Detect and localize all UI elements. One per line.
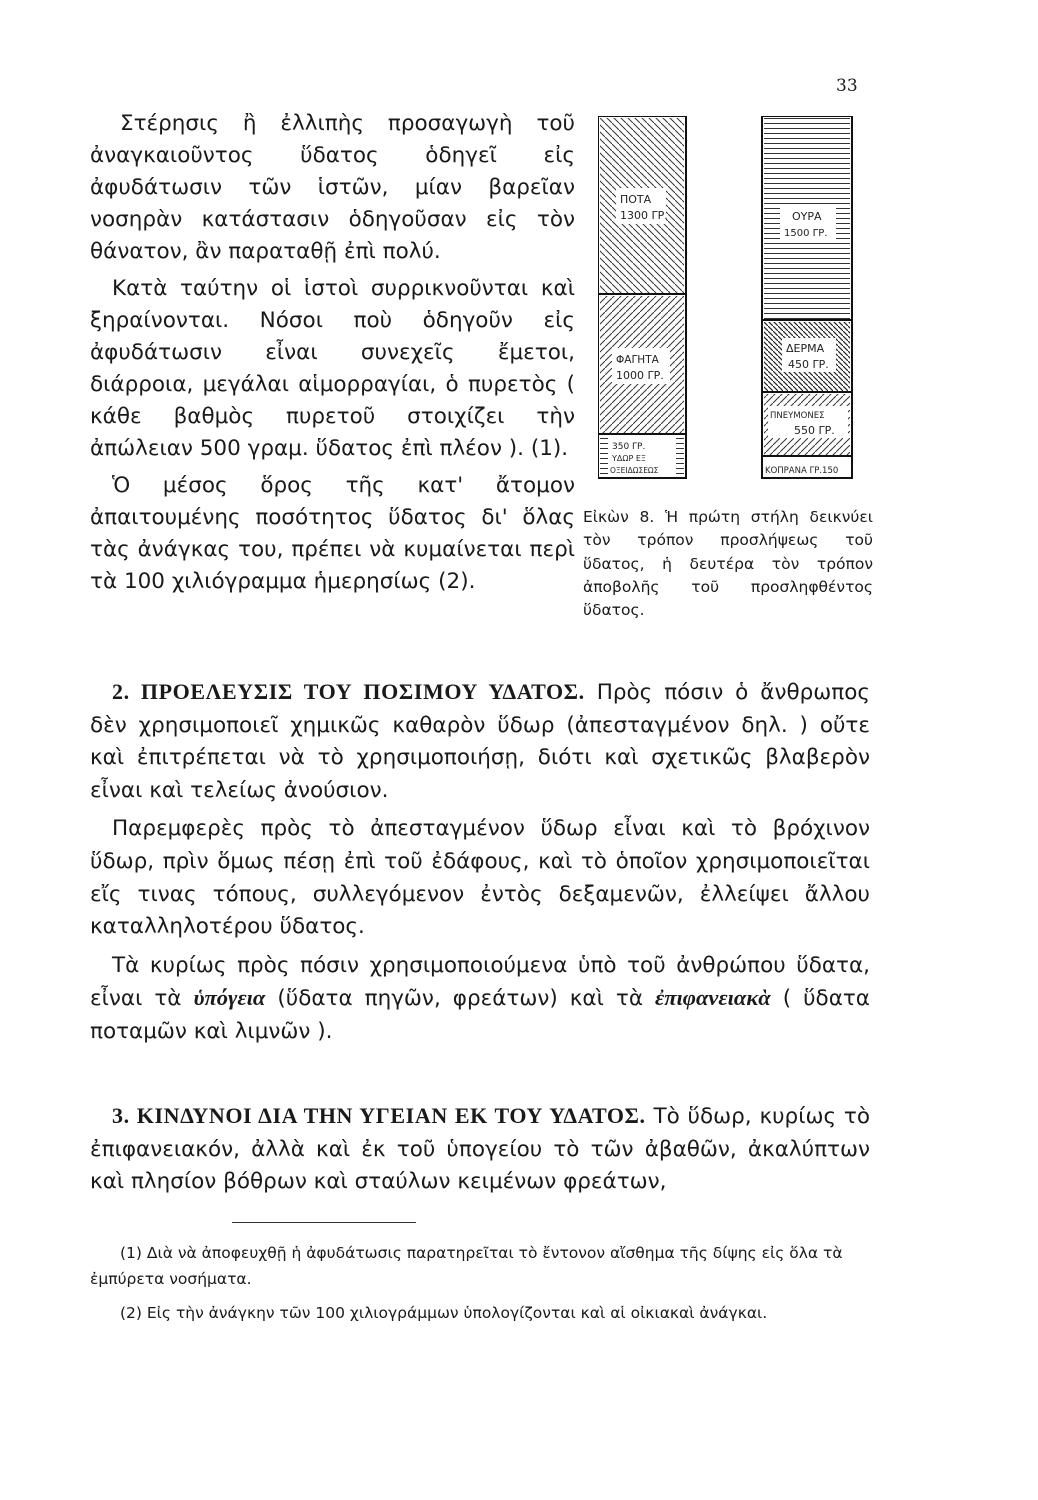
output-feces-label: ΚΟΠΡΑΝΑ ΓΡ.150 (765, 466, 839, 476)
section-3-intro-text: Τὸ ὕδωρ, κυρίως τὸ ἐπιφανειακόν, ἀλλὰ καὶ ἐκ τοῦ ὑπογείου τὸ τῶν ἀβαθῶν, ἀκαλύπτων καὶ πλησίον βόθρων καὶ σταύλων κειμένων φρεάτων, (90, 1104, 871, 1195)
intake-food-amount: 1000 ΓΡ. (616, 369, 664, 382)
water-balance-figure (598, 116, 860, 486)
footnote-2: (2) Εἰς τὴν ἀνάγκην τῶν 100 χιλιογράμμων ὑπολογίζονται καὶ αἱ οἰκιακαὶ ἀνάγκαι. (120, 1304, 768, 1322)
sources-text-a: Τὰ κυρίως πρὸς πόσιν χρησιμοποιούμενα ὑπὸ τοῦ ἀνθρώπου ὕδατα, εἶναι τὰ (90, 952, 870, 1012)
section-2-heading: 2. ΠΡΟΕΛΕΥΣΙΣ ΤΟΥ ΠΟΣΙΜΟΥ ΥΔΑΤΟΣ. (112, 679, 585, 704)
intake-oxidation-extra: ΟΞΕΙΔΩΣΕΩΣ (610, 466, 659, 475)
section-3-intro (90, 1100, 870, 1199)
page-number: 33 (836, 76, 858, 96)
intake-column (598, 116, 686, 478)
intake-food-label: ΦΑΓΗΤΑ (616, 354, 659, 366)
output-urine-amount: 1500 ΓΡ. (784, 228, 828, 239)
output-urine-label: ΟΥΡΑ (792, 210, 822, 223)
section-2-rainwater: Παρεμφερὲς πρὸς τὸ ἀπεσταγμένον ὕδωρ εἶναι καὶ τὸ βρόχινον ὕδωρ, πρὶν ὅμως πέσῃ ἐπὶ τοῦ ἐδάφους, καὶ τὸ ὁποῖον χρησιμοποιεῖται εἴς τινας τόπους, συλλεγόμενον ἐντὸς δεξαμενῶν, ἐλλείψει ἄλλου καταλληλοτέρου ὕδατος. (90, 816, 870, 940)
paragraph-diseases: Κατὰ ταύτην οἱ ἱστοὶ συρρικνοῦνται καὶ ξηραίνονται. Νόσοι ποὺ ὁδηγοῦν εἰς ἀφυδάτωσιν εἶναι συνεχεῖς ἔμετοι, διάρροια, μεγάλαι αἱμορραγίαι, ὁ πυρετὸς ( κάθε βαθμὸς πυρετοῦ στοιχίζει τὴν ἀπώλειαν 500 γραμ. ὕδατος ἐπὶ πλέον ). (1). (90, 276, 575, 461)
term-underground: ὑπόγεια (193, 985, 266, 1011)
output-lungs-amount: 550 ΓΡ. (794, 424, 835, 437)
intake-oxidation-label: ΥΔΩΡ ΕΞ (612, 454, 646, 463)
output-lungs-label: ΠΝΕΥΜΟΝΕΣ (770, 411, 825, 421)
section-2-intro (90, 676, 870, 807)
intake-oxidation-amount: 350 ΓΡ. (612, 442, 646, 452)
footnotes (90, 1240, 870, 1326)
output-skin-label: ΔΕΡΜΑ (786, 342, 825, 355)
term-surface: ἐπιφανειακὰ (655, 985, 771, 1011)
paragraph-dehydration: Στέρησις ἢ ἐλλιπὴς προσαγωγὴ τοῦ ἀναγκαιοῦντος ὕδατος ὁδηγεῖ εἰς ἀφυδάτωσιν τῶν ἱστῶν, μίαν βαρεῖαν νοσηρὰν κατάστασιν ὁδηγοῦσαν εἰς τὸν θάνατον, ἂν παραταθῇ ἐπὶ πολύ. (90, 111, 575, 264)
section-3-heading: 3. ΚΙΝΔΥΝΟΙ ΔΙΑ ΤΗΝ ΥΓΕΙΑΝ ΕΚ ΤΟΥ ΥΔΑΤΟΣ. (112, 1103, 646, 1128)
left-column-text (90, 108, 575, 603)
paragraph-daily-average: Ὁ μέσος ὅρος τῆς κατ' ἄτομον ἀπαιτουμένης ποσότητος ὕδατος δι' ὅλας τὰς ἀνάγκας του, πρέπει νὰ κυμαίνεται περὶ τὰ 100 χιλιόγραμμα ἡμερησίως (2). (90, 473, 575, 594)
intake-drinks-label: ΠΟΤΑ (620, 193, 652, 206)
section-3 (90, 1100, 870, 1199)
output-column (762, 116, 852, 478)
figure-caption: Εἰκὼν 8. Ἡ πρώτη στήλη δεικνύει τὸν τρόπον προσλήψεως τοῦ ὕδατος, ἡ δευτέρα τὸν τρόπον ἀποβολῆς τοῦ προσληφθέντος ὕδατος. (583, 508, 873, 620)
sources-text-b: (ὕδατα πηγῶν, φρεάτων) καὶ τὰ (277, 986, 644, 1012)
sources-text-c: ( ὕδατα ποταμῶν καὶ λιμνῶν ). (90, 986, 870, 1044)
section-2-intro-text: Πρὸς πόσιν ὁ ἄνθρωπος δὲν χρησιμοποιεῖ χημικῶς καθαρὸν ὕδωρ (ἀπεσταγμένον δηλ. ) οὔτε καὶ ἐπιτρέπεται νὰ τὸ χρησιμοποιήσῃ, διότι καὶ σχετικῶς βλαβερὸν εἶναι καὶ τελείως ἀνούσιον. (90, 680, 870, 803)
footnote-1: (1) Διὰ νὰ ἀποφευχθῇ ἡ ἀφυδάτωσις παρατηρεῖται τὸ ἔντονον αἴσθημα τῆς δίψης εἰς ὅλα τὰ ἐμπύρετα νοσήματα. (90, 1244, 843, 1288)
section-2 (90, 676, 870, 1049)
intake-drinks-amount: 1300 ΓΡ. (620, 209, 668, 222)
footnote-divider (232, 1222, 416, 1223)
section-2-sources (90, 950, 870, 1049)
output-skin-amount: 450 ΓΡ. (788, 358, 829, 371)
